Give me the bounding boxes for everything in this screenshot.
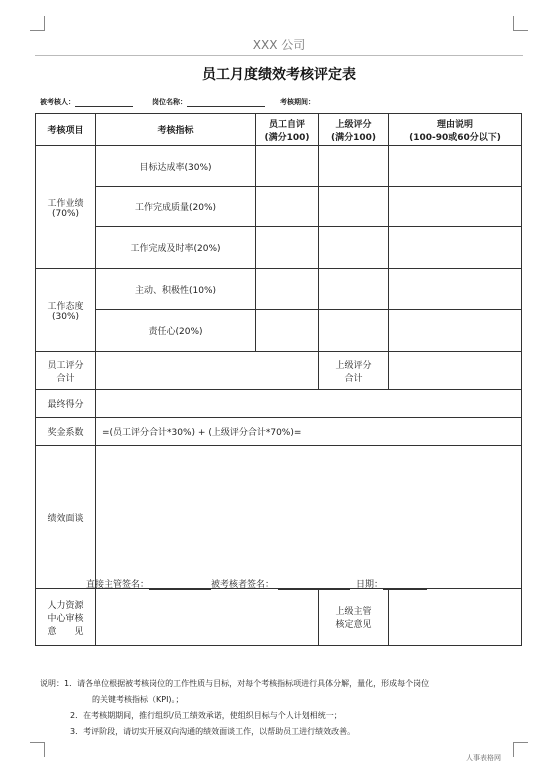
superior-approval-value[interactable] bbox=[389, 589, 522, 646]
superior-total-line1: 上级评分 bbox=[335, 360, 372, 371]
evaluee-label: 被考核人： bbox=[40, 98, 75, 106]
superior-score-cell[interactable] bbox=[319, 227, 389, 269]
self-score-cell[interactable] bbox=[256, 269, 319, 310]
self-score-cell[interactable] bbox=[256, 310, 319, 352]
reason-cell[interactable] bbox=[389, 227, 522, 269]
indicator-timeliness: 工作完成及时率(20%) bbox=[96, 227, 256, 269]
indicator-goal: 目标达成率(30%) bbox=[96, 146, 256, 187]
superior-total-value[interactable] bbox=[389, 352, 522, 390]
indicator-initiative: 主动、积极性(10%) bbox=[96, 269, 256, 310]
interview-row bbox=[36, 446, 522, 589]
evaluee-sign-label: 被考核者签名： bbox=[211, 580, 275, 590]
note-item-3: 3．考评阶段，请切实开展双向沟通的绩效面谈工作，以帮助员工进行绩效改善。 bbox=[70, 727, 356, 736]
note-item-1a bbox=[40, 676, 429, 692]
group-work-performance bbox=[36, 146, 96, 269]
reason-sub: (100-90或60分以下) bbox=[409, 132, 501, 143]
bonus-row bbox=[36, 418, 522, 446]
superior-score-title: 上级评分 bbox=[335, 119, 372, 130]
bonus-label: 奖金系数 bbox=[36, 418, 96, 446]
hr-review-label bbox=[36, 589, 96, 646]
table-row bbox=[36, 269, 522, 310]
hr-review-line3: 意 见 bbox=[47, 626, 84, 637]
superior-score-cell[interactable] bbox=[319, 146, 389, 187]
employee-total-value[interactable] bbox=[96, 352, 319, 390]
superior-approval-line1: 上级主管 bbox=[335, 607, 372, 617]
superior-score-cell[interactable] bbox=[319, 187, 389, 227]
superior-score-sub: (满分100) bbox=[330, 132, 376, 143]
table-row bbox=[36, 146, 522, 187]
position-field bbox=[152, 97, 265, 107]
employee-total-line1: 员工评分 bbox=[47, 360, 84, 371]
evaluation-table bbox=[35, 113, 522, 646]
superior-total-line2: 合计 bbox=[344, 373, 363, 384]
self-score-cell[interactable] bbox=[256, 146, 319, 187]
notes-label: 说明： bbox=[40, 679, 64, 688]
note-item-1b: 的关键考核指标（KPI)。； bbox=[92, 695, 184, 704]
note-1-text: 1．请各单位根据被考核岗位的工作性质与目标，对每个考核指标项进行具体分解，量化，形成每个岗位 bbox=[64, 679, 430, 688]
notes-section bbox=[40, 676, 429, 740]
crop-mark-top-left bbox=[30, 16, 45, 31]
position-label: 岗位名称： bbox=[152, 98, 187, 106]
table-row bbox=[36, 310, 522, 352]
indicator-quality: 工作完成质量(20%) bbox=[96, 187, 256, 227]
final-score-row bbox=[36, 390, 522, 418]
supervisor-sign-blank[interactable] bbox=[149, 580, 211, 590]
hr-review-value[interactable] bbox=[96, 589, 319, 646]
bonus-formula[interactable]: =(员工评分合计*30%) + (上级评分合计*70%)= bbox=[96, 418, 522, 446]
indicator-responsibility: 责任心(20%) bbox=[96, 310, 256, 352]
col-header-indicator: 考核指标 bbox=[96, 114, 256, 146]
watermark-text: 人事表格网 bbox=[466, 754, 501, 762]
self-score-cell[interactable] bbox=[256, 187, 319, 227]
col-header-superior-score bbox=[319, 114, 389, 146]
superior-approval-label bbox=[319, 589, 389, 646]
company-name: XXX 公司 bbox=[252, 38, 306, 52]
reason-cell[interactable] bbox=[389, 187, 522, 227]
header-rule bbox=[35, 55, 523, 56]
hr-review-line1: 人力资源 bbox=[47, 600, 84, 611]
interview-content[interactable] bbox=[96, 446, 522, 589]
period-label: 考核期间： bbox=[280, 98, 315, 106]
table-row bbox=[36, 187, 522, 227]
employee-total-line2: 合计 bbox=[56, 373, 75, 384]
hr-review-row bbox=[36, 589, 522, 646]
col-header-reason bbox=[389, 114, 522, 146]
col-header-self-score bbox=[256, 114, 319, 146]
crop-mark-top-right bbox=[513, 16, 528, 31]
table-row bbox=[36, 227, 522, 269]
superior-score-cell[interactable] bbox=[319, 269, 389, 310]
col-header-item: 考核项目 bbox=[36, 114, 96, 146]
group-work-performance-label: 工作业绩 bbox=[47, 198, 84, 209]
reason-cell[interactable] bbox=[389, 310, 522, 352]
superior-approval-line2: 核定意见 bbox=[335, 620, 372, 630]
final-score-value[interactable] bbox=[96, 390, 522, 418]
note-item-2: 2．在考核期期间，推行组织/员工绩效承诺，使组织目标与个人计划相统一； bbox=[70, 711, 342, 720]
evaluee-blank[interactable] bbox=[75, 99, 133, 107]
self-score-cell[interactable] bbox=[256, 227, 319, 269]
table-header-row bbox=[36, 114, 522, 146]
group-work-performance-weight: (70%) bbox=[51, 208, 80, 219]
interview-signatures bbox=[86, 577, 427, 590]
self-score-title: 员工自评 bbox=[268, 119, 305, 130]
date-label: 日期： bbox=[356, 580, 384, 590]
self-score-sub: (满分100) bbox=[264, 132, 310, 143]
hr-review-line2: 中心审核 bbox=[47, 613, 84, 624]
superior-score-cell[interactable] bbox=[319, 310, 389, 352]
interview-label: 绩效面谈 bbox=[36, 446, 96, 589]
date-blank[interactable] bbox=[383, 580, 427, 590]
group-work-attitude-label: 工作态度 bbox=[47, 301, 84, 312]
employee-total-label bbox=[36, 352, 96, 390]
evaluee-sign-blank[interactable] bbox=[278, 580, 350, 590]
final-score-label: 最终得分 bbox=[36, 390, 96, 418]
supervisor-sign-label: 直接主管签名： bbox=[86, 580, 150, 590]
group-work-attitude-weight: (30%) bbox=[51, 311, 80, 322]
reason-cell[interactable] bbox=[389, 269, 522, 310]
evaluee-field bbox=[40, 97, 133, 107]
crop-mark-bottom-right bbox=[513, 742, 528, 757]
group-work-attitude bbox=[36, 269, 96, 352]
superior-total-label bbox=[319, 352, 389, 390]
period-field bbox=[280, 97, 315, 107]
totals-row bbox=[36, 352, 522, 390]
reason-title: 理由说明 bbox=[436, 119, 473, 130]
position-blank[interactable] bbox=[187, 99, 265, 107]
reason-cell[interactable] bbox=[389, 146, 522, 187]
crop-mark-bottom-left bbox=[30, 742, 45, 757]
form-title: 员工月度绩效考核评定表 bbox=[202, 67, 356, 83]
